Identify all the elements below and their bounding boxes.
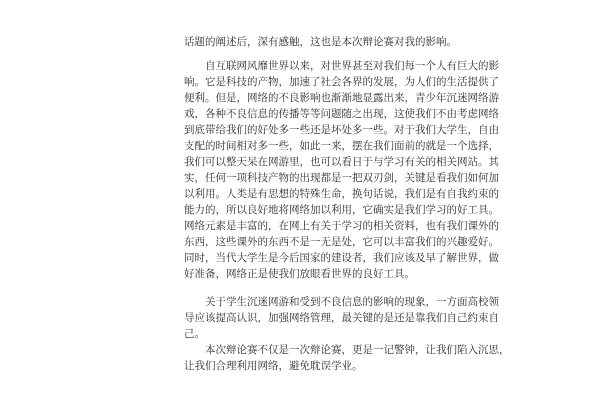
paragraph-1 bbox=[184, 34, 457, 50]
text-line: 好准备，网络正是使我们放眼看世界的良好工具。 bbox=[184, 268, 415, 280]
text-line: 便利。但是，网络的不良影响也渐渐地显露出来，青少年沉迷网络游 bbox=[184, 92, 499, 104]
text-line: 本次辩论赛不仅是一次辩论赛，更是一记警钟，让我们陷入沉思， bbox=[184, 344, 510, 356]
text-line: 关于学生沉迷网游和受到不良信息的影响的现象，一方面高校领 bbox=[184, 296, 499, 308]
text-line: 东西，这些课外的东西不是一无是处，它可以丰富我们的兴趣爱好。 bbox=[184, 236, 499, 248]
text-line: 自互联网风靡世界以来，对世界甚至对我们每一个人有巨大的影 bbox=[184, 60, 499, 72]
paragraph-2 bbox=[184, 58, 499, 282]
text-line: 让我们合理利用网络，避免耽误学业。 bbox=[184, 360, 363, 372]
text-line: 同时，当代大学生是今后国家的建设者，我们应该及早了解世界，做 bbox=[184, 252, 499, 264]
text-line: 到底带给我们的好处多一些还是坏处多一些。对于我们大学生，自由 bbox=[184, 124, 499, 136]
text-line: 支配的时间相对多一些，如此一来，摆在我们面前的就是一个选择， bbox=[184, 140, 499, 152]
text-line: 我们可以整天呆在网游里，也可以看日于与学习有关的相关网站。其 bbox=[184, 156, 499, 168]
text-line: 能力的，所以良好地将网络加以利用，它确实是我们学习的好工具。 bbox=[184, 204, 499, 216]
text-line: 响。它是科技的产物，加速了社会各界的发展，为人们的生活提供了 bbox=[184, 76, 499, 88]
text-line: 以利用。人类是有思想的特殊生命，换句话说，我们是有自我约束的 bbox=[184, 188, 499, 200]
text-line: 导应该提高认识，加强网络管理，最关键的是还是靠我们自己约束自 bbox=[184, 312, 499, 324]
paragraph-3 bbox=[184, 294, 499, 342]
text-line: 实，任何一项科技产物的出现都是一把双刃剑，关键是看我们如何加 bbox=[184, 172, 499, 184]
text-line: 戏，各种不良信息的传播等等问题随之出现，这使我们不由考虑网络 bbox=[184, 108, 499, 120]
text-line: 己。 bbox=[184, 328, 205, 340]
text-line: 网络元素是丰富的，在网上有关于学习的相关资料，也有我们课外的 bbox=[184, 220, 499, 232]
text-line: 话题的阐述后，深有感触，这也是本次辩论赛对我的影响。 bbox=[184, 36, 457, 48]
paragraph-4 bbox=[184, 342, 510, 374]
